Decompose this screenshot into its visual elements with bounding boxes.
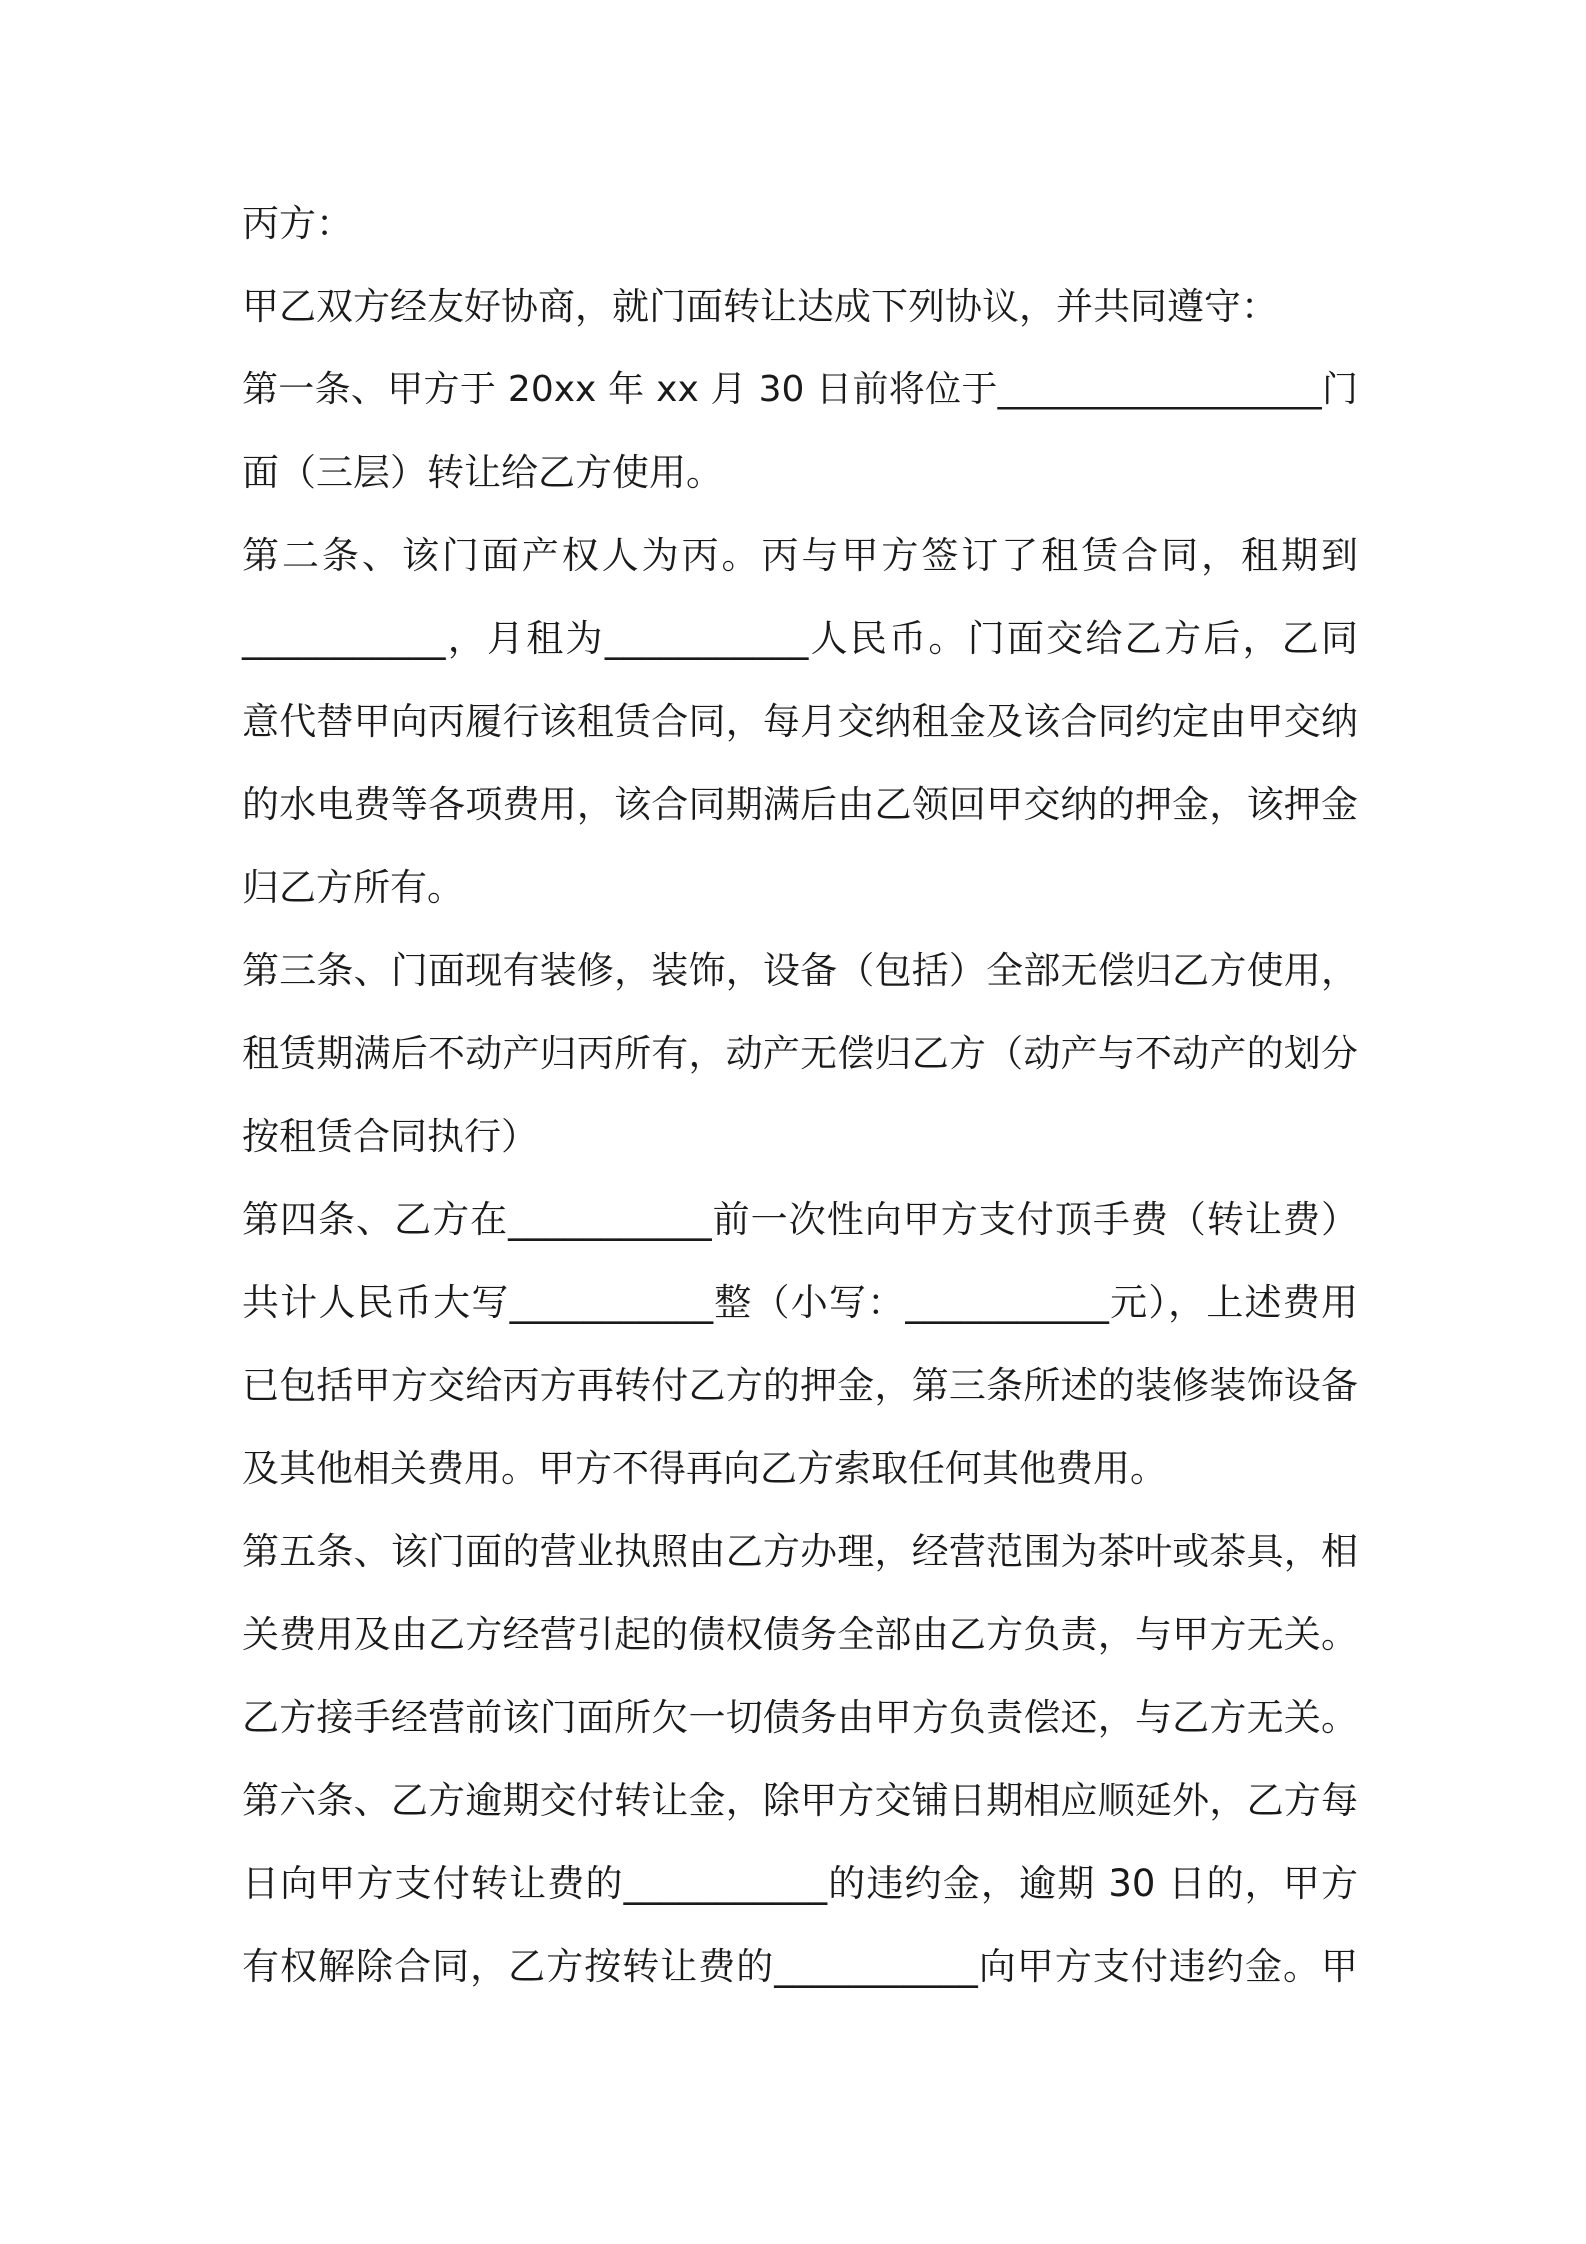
article-1-line-2: 面（三层）转让给乙方使用。: [242, 451, 723, 494]
party-c-label: 丙方：: [242, 202, 353, 245]
article-4-line-4: 及其他相关费用。甲方不得再向乙方索取任何其他费用。: [242, 1447, 1167, 1490]
article-5-line-3: 乙方接手经营前该门面所欠一切债务由甲方负责偿还，与乙方无关。: [242, 1696, 1358, 1739]
article-3-line-3: 按租赁合同执行）: [242, 1115, 538, 1158]
article-6-line-3: 有权解除合同，乙方按转让费的___________向甲方支付违约金。甲: [242, 1945, 1358, 1988]
article-6-line-2: 日向甲方支付转让费的___________的违约金，逾期 30 日的，甲方: [242, 1862, 1358, 1905]
article-2-line-5: 归乙方所有。: [242, 866, 464, 909]
article-5-line-2: 关费用及由乙方经营引起的债权债务全部由乙方负责，与甲方无关。: [242, 1613, 1358, 1656]
article-2-line-1: 第二条、该门面产权人为丙。丙与甲方签订了租赁合同，租期到: [242, 534, 1358, 577]
article-3-line-1: 第三条、门面现有装修，装饰，设备（包括）全部无偿归乙方使用，: [242, 949, 1358, 992]
article-4-line-2: 共计人民币大写___________整（小写：___________元），上述费用: [242, 1281, 1358, 1324]
article-2-line-4: 的水电费等各项费用，该合同期满后由乙领回甲交纳的押金，该押金: [242, 783, 1358, 826]
article-5-line-1: 第五条、该门面的营业执照由乙方办理，经营范围为茶叶或茶具，相: [242, 1530, 1358, 1573]
article-1-line-1: 第一条、甲方于 20xx 年 xx 月 30 日前将位于__________________门: [242, 369, 1358, 410]
article-4-line-1: 第四条、乙方在___________前一次性向甲方支付顶手费（转让费）: [242, 1198, 1358, 1241]
agreement-intro: 甲乙双方经友好协商，就门面转让达成下列协议，并共同遵守：: [242, 285, 1278, 328]
article-6-line-1: 第六条、乙方逾期交付转让金，除甲方交铺日期相应顺延外，乙方每: [242, 1779, 1358, 1822]
article-2-line-2: ___________，月租为___________人民币。门面交给乙方后，乙同: [242, 617, 1358, 660]
article-3-line-2: 租赁期满后不动产归丙所有，动产无偿归乙方（动产与不动产的划分: [242, 1032, 1358, 1075]
article-4-line-3: 已包括甲方交给丙方再转付乙方的押金，第三条所述的装修装饰设备: [242, 1364, 1358, 1407]
article-2-line-3: 意代替甲向丙履行该租赁合同，每月交纳租金及该合同约定由甲交纳: [242, 700, 1358, 743]
